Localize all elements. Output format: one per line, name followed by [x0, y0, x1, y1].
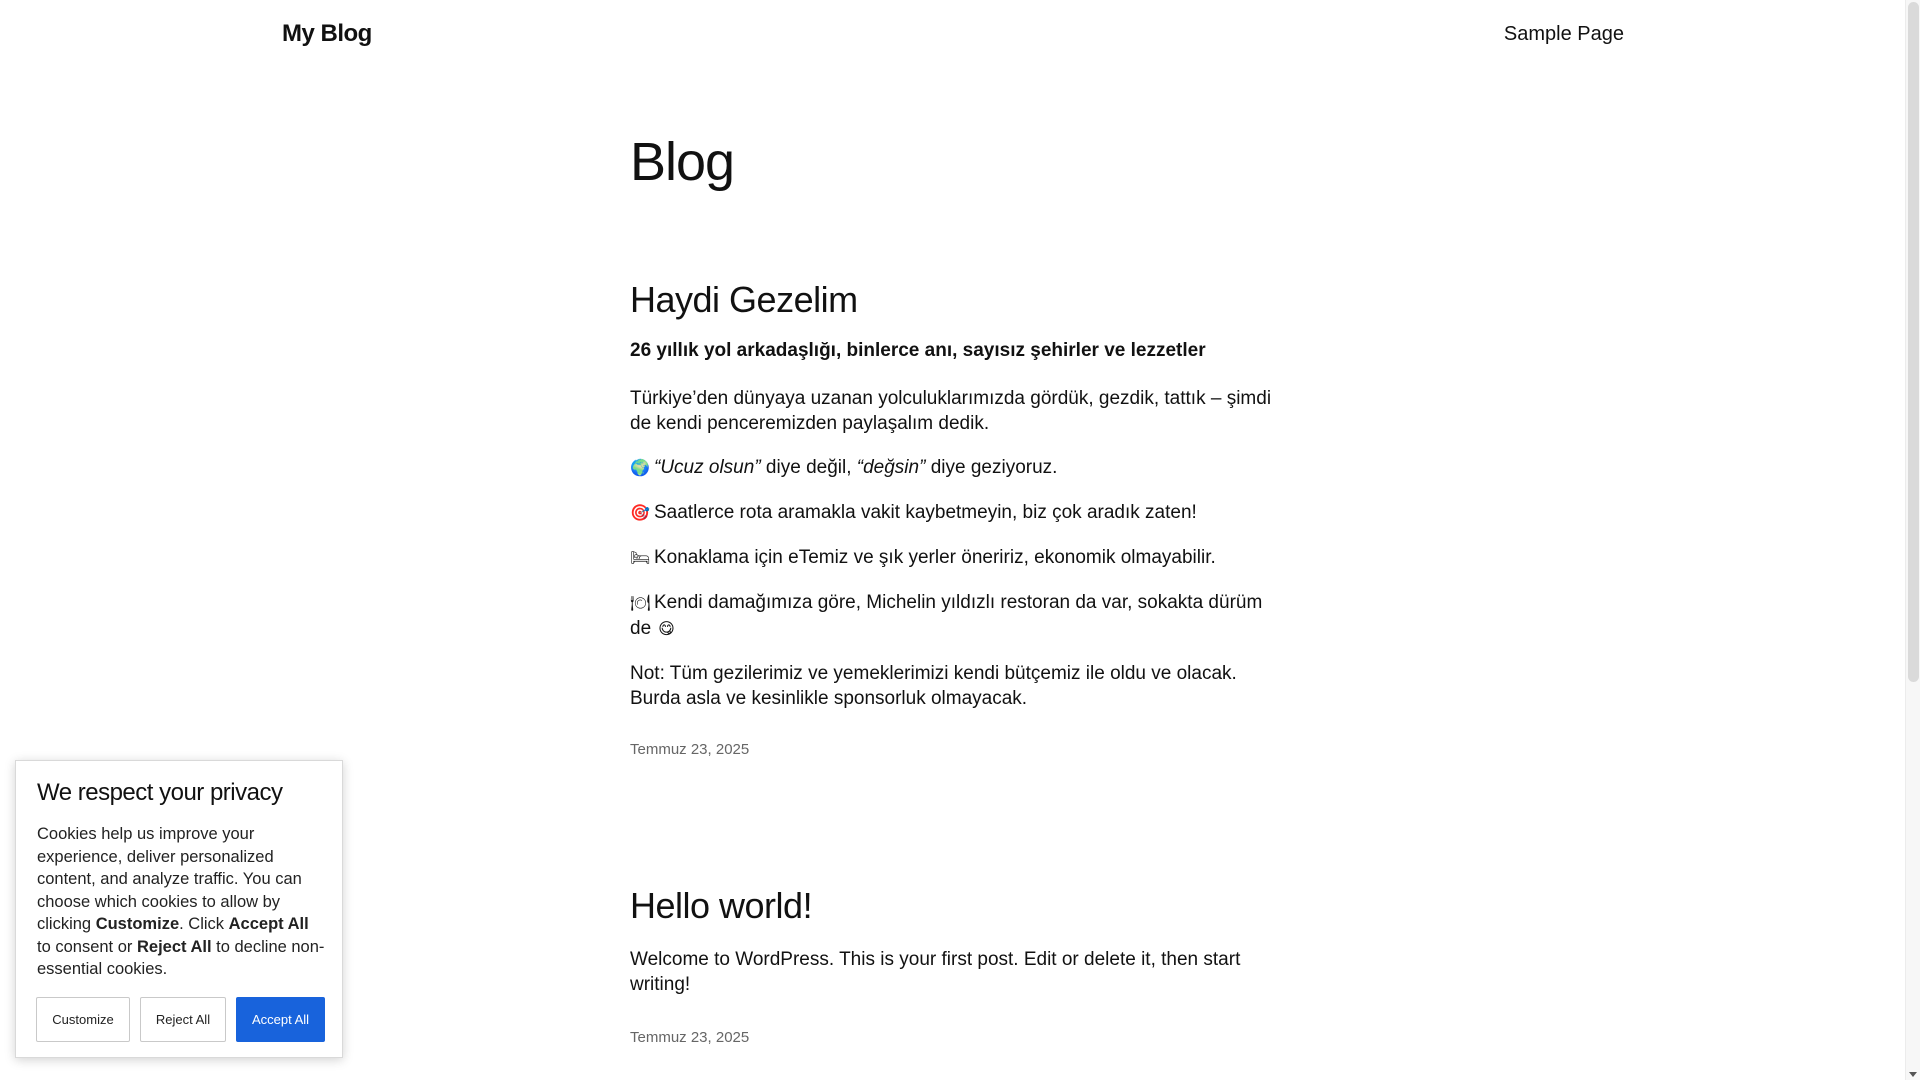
cookie-text-bold-customize: Customize: [95, 915, 180, 933]
post-line-lodging: [630, 545, 1280, 571]
line-text-mid: diye değil,: [760, 456, 857, 478]
main-content: [630, 130, 1280, 1047]
cookie-text-part: . Click: [179, 915, 229, 933]
cookie-text-part: Cookies help us improve your experience, deliver personalized content, and analyze traffic. You can choose which cookies to allow by clicking: [37, 825, 302, 933]
line-text: Konaklama için eTemiz ve şık yerler öneririz, ekonomik olmayabilir.: [654, 546, 1216, 568]
cookie-banner-title: We respect your privacy: [37, 779, 283, 806]
post-line-route: [630, 500, 1280, 526]
nav-link-sample-page[interactable]: Sample Page: [1503, 23, 1624, 45]
customize-button[interactable]: Customize: [36, 997, 130, 1042]
cookie-text-part: to consent or: [37, 937, 137, 956]
post-excerpt: Welcome to WordPress. This is your first post. Edit or delete it, then start writing!: [630, 949, 1241, 996]
plate-cutlery-icon: 🍽: [630, 594, 651, 612]
cookie-text-part: to decline non-essential cookies.: [37, 937, 325, 978]
post-title-link[interactable]: Hello world!: [630, 885, 813, 926]
post-subtitle: 26 yıllık yol arkadaşlığı, binlerce anı, sayısız şehirler ve lezzetler: [630, 340, 1206, 362]
reject-all-button[interactable]: Reject All: [140, 997, 226, 1042]
scroll-down-arrow-icon[interactable]: [1909, 1072, 1917, 1077]
post-hello-world: [630, 884, 1280, 1046]
cookie-text-bold-accept: Accept All: [228, 915, 309, 933]
post-note: Not: Tüm gezilerimiz ve yemeklerimizi kendi bütçemiz ile oldu ve olacak. Burda asla ve kesinlikle sponsorluk olmayacak.: [630, 662, 1237, 709]
site-title-link[interactable]: My Blog: [282, 20, 372, 47]
yum-face-icon: 😋: [658, 620, 675, 638]
bed-icon: 🛏: [630, 549, 651, 567]
line-text: Kendi damağımıza göre, Michelin yıldızlı restoran da var, sokakta dürüm de: [630, 591, 1263, 639]
post-date: Temmuz 23, 2025: [630, 740, 750, 758]
quote-worth: “değsin”: [856, 456, 926, 478]
post-intro: Türkiye’den dünyaya uzanan yolculuklarımızda gördük, gezdik, tattık – şimdi de kendi penceremizden paylaşalım dedik.: [630, 387, 1272, 434]
cookie-consent-banner: [15, 760, 343, 1058]
line-text-end: diye geziyoruz.: [925, 456, 1058, 478]
line-text: Saatlerce rota aramakla vakit kaybetmeyin, biz çok aradık zaten!: [654, 501, 1197, 523]
globe-icon: 🌍: [630, 459, 650, 477]
cookie-banner-description: [37, 823, 327, 981]
quote-cheap: “Ucuz olsun”: [654, 456, 761, 478]
target-icon: 🎯: [630, 504, 650, 522]
post-haydi-gezelim: [630, 278, 1280, 758]
post-date: Temmuz 23, 2025: [630, 1029, 750, 1047]
post-line-price: [630, 455, 1280, 481]
page-title: Blog: [630, 132, 735, 192]
post-title-link[interactable]: Haydi Gezelim: [630, 279, 858, 320]
accept-all-button[interactable]: Accept All: [236, 997, 325, 1042]
post-line-food: [630, 590, 1280, 642]
vertical-scrollbar[interactable]: [1905, 0, 1920, 1080]
cookie-text-bold-reject: Reject All: [136, 937, 212, 956]
scrollbar-thumb[interactable]: [1908, 2, 1919, 682]
